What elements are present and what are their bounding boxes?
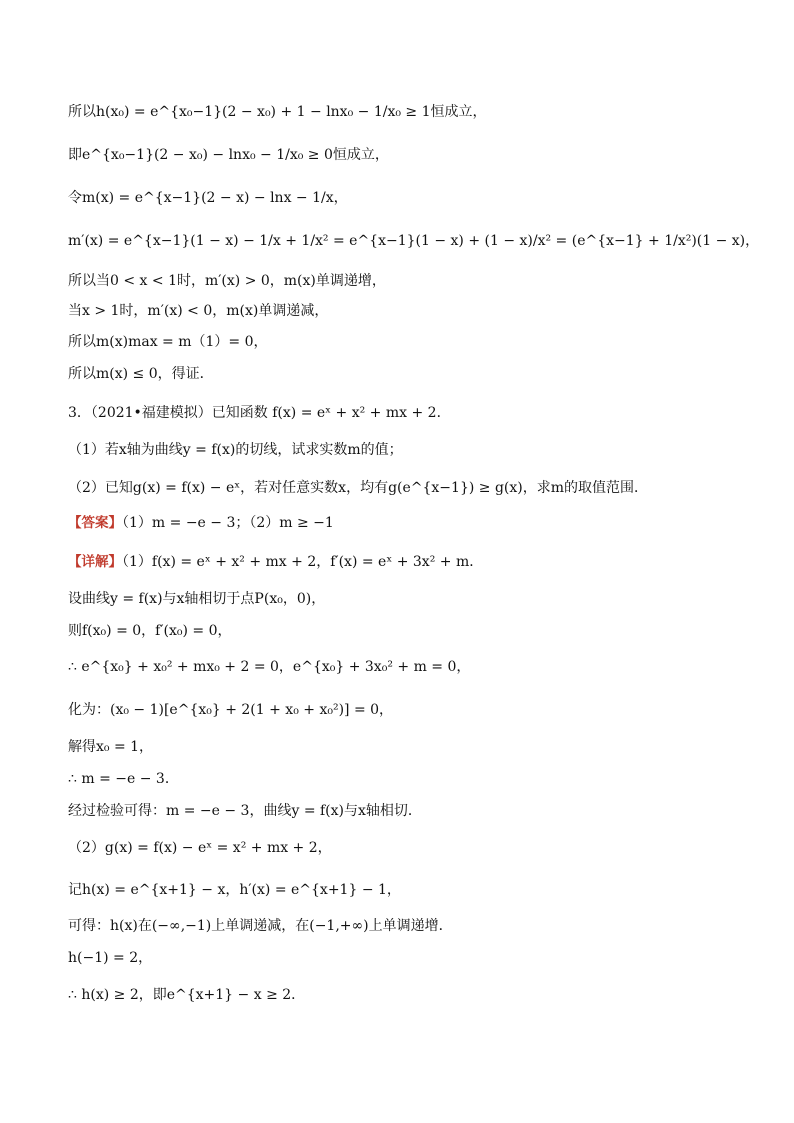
answer-label: 【答案】 (68, 515, 122, 531)
text-line: 所以h(x₀) = e^{x₀−1}(2 − x₀) + 1 − lnx₀ − 1/x₀ ≥ 1恒成立， (68, 104, 487, 120)
text-line: 可得：h(x)在(−∞,−1)上单调递减，在(−1,+∞)上单调递增． (68, 918, 453, 934)
text-line: 所以m(x) ≤ 0，得证． (68, 366, 214, 382)
text-line: 即e^{x₀−1}(2 − x₀) − lnx₀ − 1/x₀ ≥ 0恒成立， (68, 147, 389, 163)
text-line: ∴ e^{x₀} + x₀² + mx₀ + 2 = 0，e^{x₀} + 3x₀² + m = 0， (68, 659, 471, 675)
text-line: 解得x₀ = 1， (68, 739, 154, 755)
text-line: m′(x) = e^{x−1}(1 − x) − 1/x + 1/x² = e^{x−1}(1 − x) + (1 − x)/x² = (e^{x−1} + 1/x²)(1 − x)， (68, 233, 760, 249)
text-line: 所以m(x)max = m（1）= 0， (68, 334, 268, 350)
problem-heading: 3．（2021•福建模拟）已知函数 f(x) = eˣ + x² + mx + 2． (68, 405, 451, 421)
detail-line: 【详解】（1）f(x) = eˣ + x² + mx + 2，f′(x) = eˣ + 3x² + m． (68, 554, 484, 570)
detail-label: 【详解】 (68, 554, 122, 570)
problem-part-2: （2）已知g(x) = f(x) − eˣ，若对任意实数x，均有g(e^{x−1}) ≥ g(x)，求m的取值范围． (68, 480, 649, 496)
text-line: ∴ m = −e − 3． (68, 771, 179, 787)
text-line: ∴ h(x) ≥ 2，即e^{x+1} − x ≥ 2． (68, 987, 306, 1003)
answer-line: 【答案】（1）m = −e − 3；（2）m ≥ −1 (68, 515, 334, 531)
text-line: h(−1) = 2， (68, 950, 153, 966)
text-line: 当x > 1时，m′(x) < 0，m(x)单调递减， (68, 303, 329, 319)
text-line: 则f(x₀) = 0，f′(x₀) = 0， (68, 623, 232, 639)
text-line: 化为：(x₀ − 1)[e^{x₀} + 2(1 + x₀ + x₀²)] = 0， (68, 702, 394, 718)
text-line: 令m(x) = e^{x−1}(2 − x) − lnx − 1/x， (68, 190, 348, 206)
text-line: 所以当0 < x < 1时，m′(x) > 0，m(x)单调递增， (68, 273, 386, 289)
text-line: 记h(x) = e^{x+1} − x，h′(x) = e^{x+1} − 1， (68, 882, 401, 898)
text-line: 经过检验可得：m = −e − 3，曲线y = f(x)与x轴相切． (68, 803, 422, 819)
problem-part-1: （1）若x轴为曲线y = f(x)的切线，试求实数m的值； (68, 442, 403, 458)
text-line: 设曲线y = f(x)与x轴相切于点P(x₀，0)， (68, 591, 326, 607)
text-line: （2）g(x) = f(x) − eˣ = x² + mx + 2， (68, 840, 332, 856)
